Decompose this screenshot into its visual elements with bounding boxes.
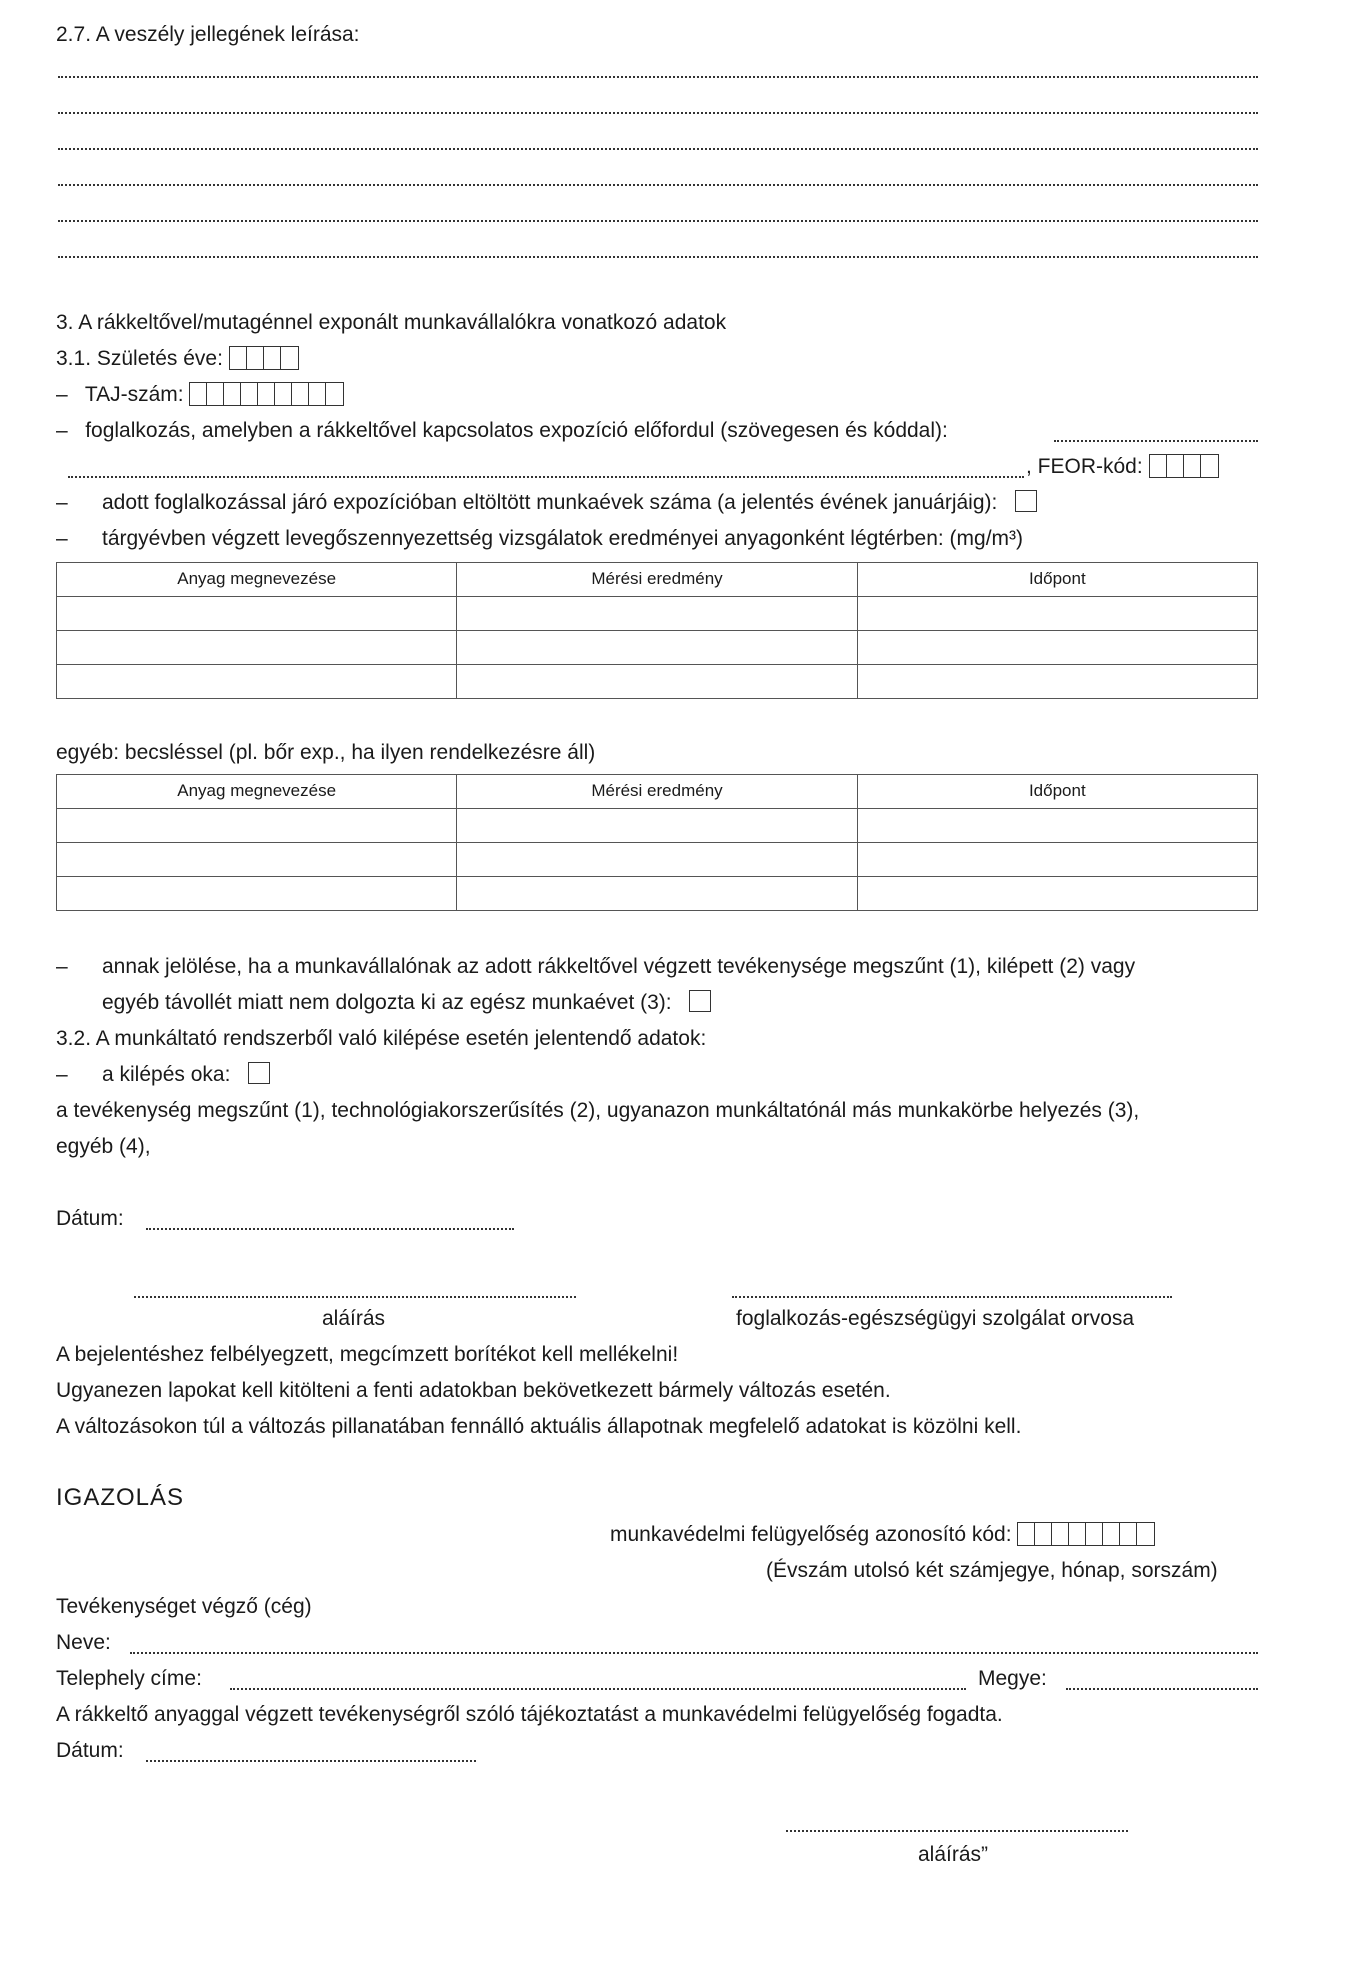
years-row: – adott foglalkozással járó expozícióban eltöltött munkaévek száma (a jelentés évének januárjáig):	[56, 490, 1037, 515]
address-label: Telephely címe:	[56, 1667, 202, 1690]
description-line-4[interactable]	[58, 184, 1258, 186]
section-3-title: 3. A rákkeltővel/mutagénnel exponált munkavállalókra vonatkozó adatok	[56, 311, 727, 334]
table-row	[57, 597, 1258, 631]
company-name-field[interactable]	[130, 1652, 1258, 1654]
occupation-field-2[interactable]	[68, 476, 1024, 478]
occupation-label: foglalkozás, amelyben a rákkeltővel kapcsolatos expozíció előfordul (szövegesen és kóddal):	[85, 419, 948, 442]
county-field[interactable]	[1066, 1688, 1258, 1690]
note-changes: Ugyanezen lapokat kell kitölteni a fenti adatokban bekövetkezett bármely változás esetén.	[56, 1379, 891, 1402]
table-cell[interactable]	[857, 631, 1257, 665]
description-line-2[interactable]	[58, 112, 1258, 114]
taj-boxes[interactable]	[189, 382, 344, 406]
table-cell[interactable]	[457, 809, 857, 843]
air-row: – tárgyévben végzett levegőszennyezettség vizsgálatok eredményei anyagonként légtérben: (mg/m³)	[56, 527, 1024, 550]
air-results-table	[56, 562, 1258, 699]
table-cell[interactable]	[857, 843, 1257, 877]
air-label: tárgyévben végzett levegőszennyezettség vizsgálatok eredményei anyagonként légtérben: (mg/m³)	[102, 527, 1024, 550]
code-row	[610, 1522, 1155, 1547]
certification-date-field[interactable]	[146, 1760, 476, 1762]
table-cell[interactable]	[457, 631, 857, 665]
doctor-signature-field[interactable]	[732, 1296, 1172, 1298]
certification-title: IGAZOLÁS	[56, 1484, 185, 1511]
date-field[interactable]	[146, 1228, 514, 1230]
col-time: Időpont	[857, 775, 1257, 809]
certification-statement: A rákkeltő anyaggal végzett tevékenységről szóló tájékoztatást a munkavédelmi felügyelőség fogadta.	[56, 1703, 1003, 1726]
reason-box[interactable]	[248, 1062, 270, 1084]
note-current-state: A változásokon túl a változás pillanatában fennálló aktuális állapotnak megfelelő adatokat is közölni kell.	[56, 1415, 1022, 1438]
ceased-row-1: – annak jelölése, ha a munkavállalónak az adott rákkeltővel végzett tevékenysége megszűnt (1), kilépett (2) vagy	[56, 955, 1136, 978]
taj-row: – TAJ-szám:	[56, 382, 344, 407]
years-box[interactable]	[1015, 490, 1037, 512]
ceased-row-2	[102, 990, 711, 1015]
code-boxes[interactable]	[1017, 1522, 1155, 1546]
section-3-2-title: 3.2. A munkáltató rendszerből való kilépése esetén jelentendő adatok:	[56, 1027, 707, 1050]
table-cell[interactable]	[57, 877, 457, 911]
table-cell[interactable]	[857, 597, 1257, 631]
other-results-table	[56, 774, 1258, 911]
description-line-1[interactable]	[58, 76, 1258, 78]
certification-date-label: Dátum:	[56, 1739, 124, 1762]
birth-year-row	[56, 346, 299, 371]
table-row	[57, 877, 1258, 911]
feor-label: , FEOR-kód:	[1026, 455, 1143, 478]
occupation-field-1[interactable]	[1054, 440, 1258, 442]
company-label: Tevékenységet végző (cég)	[56, 1595, 312, 1618]
table-cell[interactable]	[57, 809, 457, 843]
address-field[interactable]	[230, 1688, 966, 1690]
table-cell[interactable]	[857, 665, 1257, 699]
col-substance-name: Anyag megnevezése	[57, 775, 457, 809]
code-label: munkavédelmi felügyelőség azonosító kód:	[610, 1523, 1012, 1546]
description-line-5[interactable]	[58, 220, 1258, 222]
county-label: Megye:	[978, 1667, 1047, 1690]
ceased-label-1: annak jelölése, ha a munkavállalónak az adott rákkeltővel végzett tevékenysége megszűnt (1), kilépett (2) vagy	[102, 955, 1136, 978]
reason-options-1: a tevékenység megszűnt (1), technológiakorszerűsítés (2), ugyanazon munkáltatónál más munkakörbe helyezés (3),	[56, 1099, 1140, 1122]
table-cell[interactable]	[57, 597, 457, 631]
birth-year-boxes[interactable]	[229, 346, 299, 370]
section-2-7-title: 2.7. A veszély jellegének leírása:	[56, 23, 360, 46]
col-measurement-result: Mérési eredmény	[457, 775, 857, 809]
table-cell[interactable]	[57, 665, 457, 699]
table-cell[interactable]	[457, 597, 857, 631]
code-hint: (Évszám utolsó két számjegye, hónap, sorszám)	[766, 1559, 1218, 1582]
table-cell[interactable]	[457, 843, 857, 877]
table-cell[interactable]	[857, 809, 1257, 843]
ceased-box[interactable]	[689, 990, 711, 1012]
certification-signature-label: aláírás”	[918, 1843, 989, 1866]
feor-row	[1026, 454, 1219, 479]
table-cell[interactable]	[57, 843, 457, 877]
table-cell[interactable]	[857, 877, 1257, 911]
other-label: egyéb: becsléssel (pl. bőr exp., ha ilyen rendelkezésre áll)	[56, 741, 596, 764]
table-row	[57, 809, 1258, 843]
certification-signature-field[interactable]	[786, 1830, 1128, 1832]
ceased-label-2: egyéb távollét miatt nem dolgozta ki az egész munkaévet (3):	[102, 991, 672, 1014]
col-substance-name: Anyag megnevezése	[57, 563, 457, 597]
feor-boxes[interactable]	[1149, 454, 1219, 478]
table-row	[57, 665, 1258, 699]
note-envelope: A bejelentéshez felbélyegzett, megcímzett borítékot kell mellékelni!	[56, 1343, 679, 1366]
table-cell[interactable]	[457, 877, 857, 911]
birth-year-label: 3.1. Születés éve:	[56, 347, 223, 370]
col-time: Időpont	[857, 563, 1257, 597]
table-cell[interactable]	[457, 665, 857, 699]
taj-label: TAJ-szám:	[84, 383, 184, 406]
doctor-label: foglalkozás-egészségügyi szolgálat orvosa	[736, 1307, 1135, 1330]
occupation-row: – foglalkozás, amelyben a rákkeltővel kapcsolatos expozíció előfordul (szövegesen és kóddal):	[56, 419, 948, 442]
signature-field[interactable]	[134, 1296, 576, 1298]
reason-options-2: egyéb (4),	[56, 1135, 151, 1158]
table-row	[57, 631, 1258, 665]
company-name-label: Neve:	[56, 1631, 111, 1654]
years-label: adott foglalkozással járó expozícióban eltöltött munkaévek száma (a jelentés évének januárjáig):	[102, 491, 998, 514]
col-measurement-result: Mérési eredmény	[457, 563, 857, 597]
table-row	[57, 843, 1258, 877]
table-cell[interactable]	[57, 631, 457, 665]
reason-label: a kilépés oka:	[102, 1063, 231, 1086]
date-label: Dátum:	[56, 1207, 124, 1230]
description-line-6[interactable]	[58, 256, 1258, 258]
signature-label: aláírás	[322, 1307, 386, 1330]
description-line-3[interactable]	[58, 148, 1258, 150]
reason-row: – a kilépés oka:	[56, 1062, 270, 1087]
